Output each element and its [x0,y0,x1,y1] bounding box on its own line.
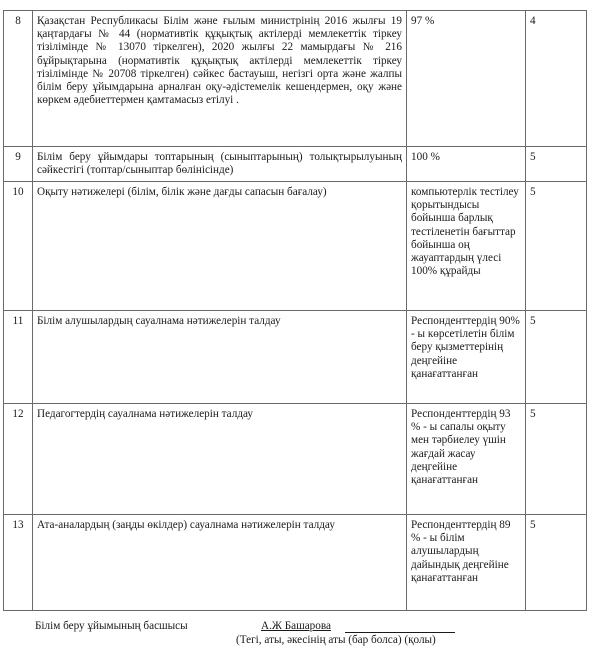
table-row [4,515,587,611]
criteria-table [3,10,587,611]
signature-caption: (Тегі, аты, әкесінің аты (бар болса) (қолы) [236,634,436,646]
table-row [4,311,587,404]
criterion-value: компьютерлік тестілеу қорытындысы бойынша барлық тестіленетін бағыттар бойынша оң жауаптардың үлесі 100% құрайды [407,182,526,311]
table-row [4,147,587,182]
criterion-text: Білім алушылардың сауалнама нәтижелерін талдау [33,311,407,404]
criterion-score: 4 [526,11,587,147]
row-number: 10 [4,182,33,311]
criterion-value: 97 % [407,11,526,147]
row-number: 13 [4,515,33,611]
criterion-score: 5 [526,404,587,515]
criterion-value: Респонденттердің 93 % - ы сапалы оқыту мен тәрбиелеу үшін жағдай жасау деңгейіне қанағаттанған [407,404,526,515]
criterion-score: 5 [526,147,587,182]
signature-line [35,620,331,633]
signatory-role: Білім беру ұйымының басшысы [35,620,188,632]
criterion-value: 100 % [407,147,526,182]
criterion-score: 5 [526,182,587,311]
criterion-value: Респонденттердің 89 % - ы білім алушылардың дайындық деңгейіне қанағаттанған [407,515,526,611]
row-number: 9 [4,147,33,182]
criterion-value: Респонденттердің 90% - ы көрсетілетін білім беру қызметтерінің деңгейіне қанағаттанған [407,311,526,404]
table-row [4,404,587,515]
criterion-score: 5 [526,311,587,404]
criterion-text: Оқыту нәтижелері (білім, білік және дағды сапасын бағалау) [33,182,407,311]
row-number: 8 [4,11,33,147]
criterion-score: 5 [526,515,587,611]
signatory-name: А.Ж Башарова [261,620,331,632]
row-number: 11 [4,311,33,404]
criterion-text: Педагогтердің сауалнама нәтижелерін талдау [33,404,407,515]
criterion-text: Ата-аналардың (заңды өкілдер) сауалнама нәтижелерін талдау [33,515,407,611]
row-number: 12 [4,404,33,515]
signature-underline [345,632,455,633]
table-row [4,182,587,311]
criterion-text: Қазақстан Республикасы Білім және ғылым министрінің 2016 жылғы 19 қаңтардағы № 44 (нормативтік құқықтық актілерді мемлекеттік тіркеу тізілімінде № 13070 тіркелген), 2020 жылғы 22 мамырдағы № 216 бұйрықтарына (нормативтік құқықтық актілерді мемлекеттік тіркеу тізілімінде № 20708 тіркелген) сәйкес бастауыш, негізгі орта және жалпы білім беру ұйымдарына арналған оқу-әдістемелік кешендермен, оқу және көркем әдебиеттермен қамтамасыз етілуі . [33,11,407,147]
table-row [4,11,587,147]
criterion-text: Білім беру ұйымдары топтарының (сыныптарының) толықтырылуының сәйкестігі (топтар/сыныптар бөлінісінде) [33,147,407,182]
